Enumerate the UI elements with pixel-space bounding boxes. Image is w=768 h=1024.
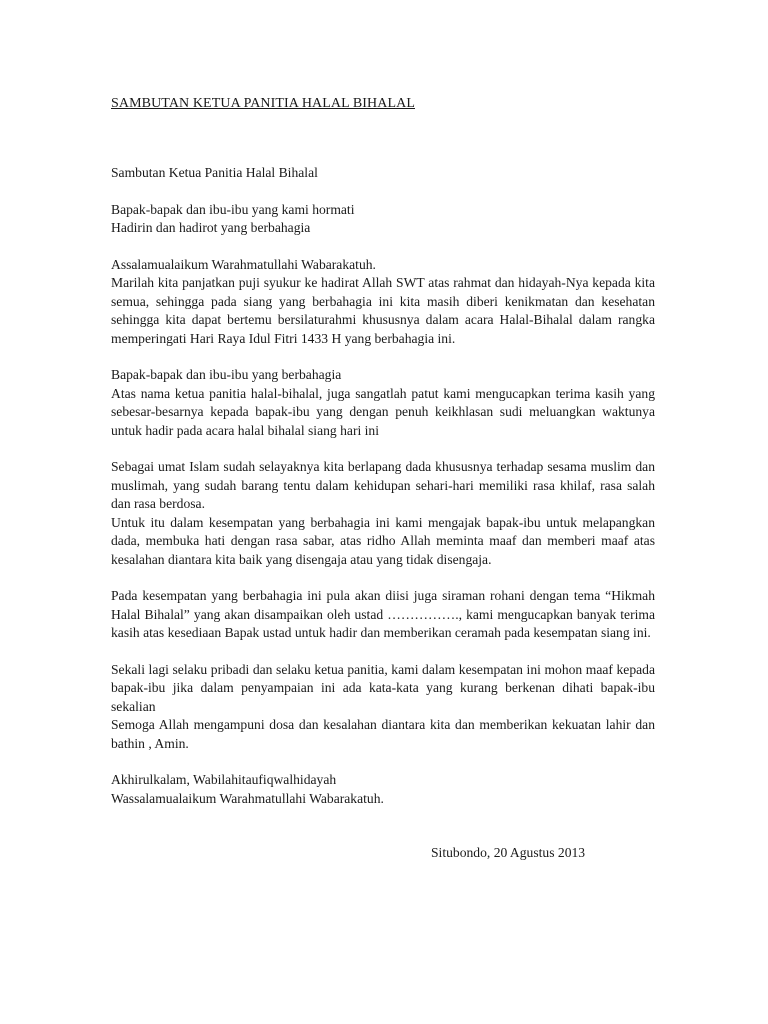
paragraph-gap <box>111 348 655 366</box>
place-date: Situbondo, 20 Agustus 2013 <box>431 845 586 860</box>
greeting-line-2: Hadirin dan hadirot yang berbahagia <box>111 220 311 235</box>
document-title: SAMBUTAN KETUA PANITIA HALAL BIHALAL <box>111 96 415 111</box>
document-subtitle: Sambutan Ketua Panitia Halal Bihalal <box>111 165 318 180</box>
paragraph-gap <box>111 183 655 201</box>
paragraph-gap <box>111 569 655 587</box>
paragraph-2: Atas nama ketua panitia halal-bihalal, juga sangatlah patut kami mengucapkan terima kasih yang sebesar-besarnya kepada bapak-ibu yang dengan penuh keikhlasan sudi meluangkan waktunya untuk hadir pada acara halal bihalal siang hari ini <box>111 385 655 438</box>
paragraph-7: Semoga Allah mengampuni dosa dan kesalahan diantara kita dan memberikan kekuatan lahir dan bathin , Amin. <box>111 717 655 751</box>
paragraph-gap <box>111 238 655 256</box>
paragraph-gap <box>111 753 655 771</box>
paragraph-6: Sekali lagi selaku pribadi dan selaku ketua panitia, kami dalam kesempatan ini mohon maaf kepada bapak-ibu jika dalam penyampaian ini ada kata-kata yang kurang berkenan dihati bapak-ibu sekalian <box>111 661 655 714</box>
paragraph-4: Untuk itu dalam kesempatan yang berbahagia ini kami mengajak bapak-ibu untuk melapangkan dada, membuka hati dengan rasa sabar, atas ridho Allah meminta maaf dan memberi maaf atas kesalahan diantara kita baik yang disengaja atau yang tidak disengaja. <box>111 514 655 567</box>
paragraph-gap <box>111 440 655 458</box>
paragraph-5: Pada kesempatan yang berbahagia ini pula akan diisi juga siraman rohani dengan tema “Hikmah Halal Bihalal” yang akan disampaikan oleh ustad ……………., kami mengucapkan banyak terima kasih atas kesediaan Bapak ustad untuk hadir dan memberikan ceramah pada kesempatan siang ini. <box>111 588 655 640</box>
paragraph-1: Marilah kita panjatkan puji syukur ke hadirat Allah SWT atas rahmat dan hidayah-Nya kepada kita semua, sehingga pada siang yang berbahagia ini kita masih diberi kenikmatan dan kesehatan sehingga kita dapat bertemu bersilaturahmi khususnya dalam acara Halal-Bihalal dalam rangka memperingati Hari Raya Idul Fitri 1433 H yang berbahagia ini. <box>111 275 655 346</box>
closing-line-2: Wassalamualaikum Warahmatullahi Wabarakatuh. <box>111 790 384 806</box>
closing-line-1: Akhirulkalam, Wabilahitaufiqwalhidayah <box>111 772 337 787</box>
greeting-line-1: Bapak-bapak dan ibu-ibu yang kami hormati <box>111 201 355 217</box>
salam-opening: Assalamualaikum Warahmatullahi Wabarakatuh. <box>111 256 376 272</box>
paragraph-gap <box>111 643 655 661</box>
paragraph-3: Sebagai umat Islam sudah selayaknya kita berlapang dada khususnya terhadap sesama muslim dan muslimah, yang sudah barang tentu dalam kehidupan sehari-hari memiliki rasa khilaf, rasa salah dan rasa berdosa. <box>111 459 655 511</box>
address-2: Bapak-bapak dan ibu-ibu yang berbahagia <box>111 367 342 382</box>
document-body <box>111 164 655 808</box>
